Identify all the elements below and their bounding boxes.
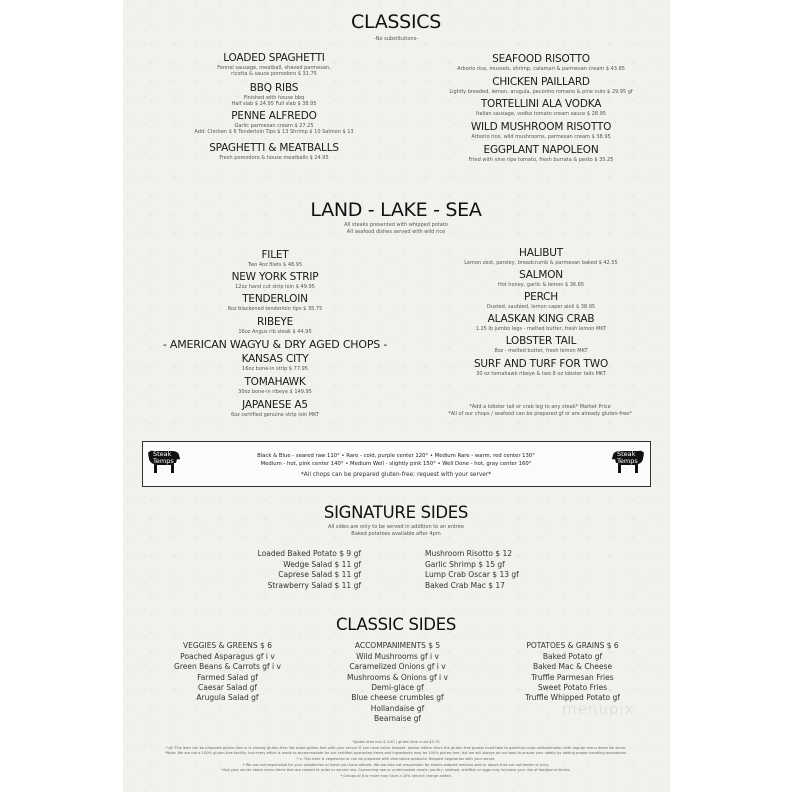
dish-description: Add: Chicken $ 6 Tenderloin Tips $ 13 Shrimp $ 10 Salmon $ 13 xyxy=(194,129,354,135)
footer-line: * v: This item is vegetarian or can be prepared with alternative products. Request vegetarian with your server. xyxy=(296,757,496,761)
dish-name: LOADED SPAGHETTI xyxy=(223,52,325,64)
dish-name: RIBEYE xyxy=(256,316,294,328)
dish-description: Arborio rice, wild mushrooms, parmesan cream $ 38.95 xyxy=(471,134,611,140)
steak-temps-sign-left xyxy=(153,451,174,465)
footer-line: * gf: This item can be prepared gluten-free or is already gluten-free. We avoid gluten-free with your server. If you have celiac disease, please inform them the gluten-free guests must take to potential cross-contamination with regular menu items we serve. xyxy=(165,746,627,750)
side-item: Farmed Salad gf xyxy=(197,672,258,682)
footer-line: * Groups of 8 or more may have a 20% service charge added. xyxy=(340,774,452,778)
footer-line: *Note: We are not a 100% gluten-free facility, but every effort is made to accommodate for our certified guarantee items and ingredients may be 100% gluten-free, but we will always do our best to ensure your safety by adding proper handling procedures. xyxy=(164,751,628,755)
dish-description: 30oz bone-in ribeye $ 149.95 xyxy=(238,389,312,395)
dish-name: KANSAS CITY xyxy=(241,353,309,365)
dish-name: TORTELLINI ALA VODKA xyxy=(480,98,602,110)
land-lake-sea-title: LAND - LAKE - SEA xyxy=(310,199,482,221)
dish-name: PENNE ALFREDO xyxy=(231,110,317,122)
dish-description: Half slab $ 24.95 Full slab $ 38.95 xyxy=(231,101,317,107)
dish-name: PERCH xyxy=(524,291,558,303)
side-item: Truffle Whipped Potato gf xyxy=(525,693,620,703)
menupix-watermark: menupix xyxy=(562,700,635,718)
side-item: Baked Mac & Cheese xyxy=(532,662,613,672)
dish-description: Lightly breaded, lemon, arugula, pecorino romano & pine nuts $ 29.95 gf xyxy=(449,89,633,95)
dish-description: 8oz - melted butter, fresh lemon MKT xyxy=(494,348,588,354)
steak-temps-sign-right xyxy=(617,451,638,465)
side-item: Demi-glace gf xyxy=(371,682,424,692)
temps-line-3: *All chops can be prepared gluten-free; request with your server* xyxy=(300,472,492,478)
dish-name: SPAGHETTI & MEATBALLS xyxy=(209,142,339,154)
footer-line: *Ask your server about menu items that are cooked to order or served raw. Consuming raw or undercooked meats, poultry, seafood, shellfish or eggs may increase your risk of foodborne illness. xyxy=(221,768,571,772)
side-item: Poached Asparagus gf i v xyxy=(180,652,275,661)
dish-description: 16oz Angus rib steak $ 44.95 xyxy=(238,329,312,335)
dish-description: Hot honey, garlic & lemon $ 36.65 xyxy=(497,282,585,288)
dish-name: SALMON xyxy=(519,269,563,281)
side-item: Mushroom Risotto $ 12 xyxy=(425,549,513,558)
dish-name: CHICKEN PAILLARD xyxy=(492,76,590,88)
dish-name: FILET xyxy=(261,249,289,261)
side-item: Arugula Salad gf xyxy=(196,693,259,703)
side-item: Baked Potato gf xyxy=(542,652,603,661)
dish-name: BBQ RIBS xyxy=(249,82,299,94)
side-item: Baked Crab Mac $ 17 xyxy=(425,580,505,590)
dish-description: Arborio rice, mussels, shrimp, calamari & parmesan cream $ 43.85 xyxy=(457,66,625,72)
side-item: Garlic Shrimp $ 15 gf xyxy=(425,559,505,569)
side-item: Strawberry Salad $ 11 gf xyxy=(267,580,361,590)
side-item: Wild Mushrooms gf i v xyxy=(356,652,439,661)
dish-name: TENDERLOIN xyxy=(242,293,308,305)
signature-note-2: Baked potatoes available after 4pm xyxy=(351,531,441,537)
dish-description: Finished with house bbq xyxy=(243,95,305,101)
addon-note: *Add a lobster tail or crab leg to any steak* Market Price xyxy=(469,404,611,410)
dish-description: Fried with vine ripe tomato, fresh burrata & pesto $ 35.25 xyxy=(468,157,614,163)
dish-description: 6oz certified genuine strip loin MKT xyxy=(230,412,320,418)
side-item: Bearnaise gf xyxy=(373,713,422,723)
dish-description: Lemon zest, parsley, breadcrumb & parmesan baked $ 42.55 xyxy=(464,260,618,266)
side-item: Caramelized Onions gf i v xyxy=(349,662,446,672)
side-item: Mushrooms & Onions gf i v xyxy=(347,672,448,682)
side-item: Sweet Potato Fries xyxy=(537,682,608,692)
dish-name: JAPANESE A5 xyxy=(242,399,308,411)
dish-description: 30 oz tomahawk ribeye & two 8 oz lobster tails MKT xyxy=(476,371,606,377)
dish-name: LOBSTER TAIL xyxy=(505,335,577,347)
classic-sides-title: CLASSIC SIDES xyxy=(335,615,456,634)
wagyu-header: - AMERICAN WAGYU & DRY AGED CHOPS - xyxy=(162,338,388,351)
temps-line-2: Medium - hot, pink center 140° • Medium Well - slightly pink 150° • Well Done - hot, gray center 160° xyxy=(260,461,532,467)
sign-line-2: Temps xyxy=(153,457,174,465)
signature-note-1: All sides are only to be served in addition to an entrée xyxy=(328,524,464,530)
steaks-note: All steaks presented with whipped potato xyxy=(344,222,448,228)
sign-line-1: Steak xyxy=(617,450,636,458)
footer-line: * We are not responsible for your satisfaction of items you have altered. We are also not responsible for steaks ordered medium-well or above that are not tender or juicy. xyxy=(242,763,550,767)
dish-name: TOMAHAWK xyxy=(244,376,306,388)
dish-description: 1.25 lb jumbo legs - melted butter, fresh lemon MKT xyxy=(475,326,607,332)
dish-description: Fresh pomodoro & house meatballs $ 24.95 xyxy=(219,155,329,161)
column-header: VEGGIES & GREENS $ 6 xyxy=(182,641,272,650)
dish-name: ALASKAN KING CRAB xyxy=(487,313,595,325)
dish-name: SEAFOOD RISOTTO xyxy=(492,53,590,65)
side-item: Caesar Salad gf xyxy=(197,682,257,692)
dish-description: Two 4oz filets $ 48.95 xyxy=(247,262,303,268)
dish-description: Dusted, sautéed, lemon caper aioli $ 38.95 xyxy=(486,304,596,310)
dish-name: EGGPLANT NAPOLEON xyxy=(483,144,599,156)
dish-description: 8oz blackened tenderloin tips $ 35.75 xyxy=(227,306,323,312)
side-item: Hollandaise gf xyxy=(370,703,425,713)
dish-name: SURF AND TURF FOR TWO xyxy=(473,358,609,370)
column-header: POTATOES & GRAINS $ 6 xyxy=(526,641,619,650)
side-item: Truffle Parmesan Fries xyxy=(531,672,614,682)
side-item: Green Beans & Carrots gf i v xyxy=(174,662,281,672)
dish-description: Garlic parmesan cream $ 27.25 xyxy=(234,123,314,129)
dish-description: 16oz bone-in strip $ 77.95 xyxy=(242,366,308,372)
dish-description: Fennel sausage, meatball, shaved parmesan, xyxy=(217,65,331,71)
classics-title: CLASSICS xyxy=(351,11,441,33)
dish-description: ricotta & sauce pomodoro $ 31.75 xyxy=(231,71,317,77)
sign-line-1: Steak xyxy=(153,450,172,458)
side-item: Lump Crab Oscar $ 13 gf xyxy=(425,570,519,579)
seafood-note: All seafood dishes served with wild rice xyxy=(346,229,446,235)
dish-name: WILD MUSHROOM RISOTTO xyxy=(470,121,612,133)
side-item: Wedge Salad $ 11 gf xyxy=(283,559,361,569)
classics-note: -No substitutions- xyxy=(373,36,419,42)
temps-line-1: Black & Blue - seared raw 110° • Rare - cold, purple center 120° • Medium Rare - warm, red center 130° xyxy=(257,453,535,459)
dish-description: 12oz hand cut strip loin $ 49.95 xyxy=(235,284,315,290)
side-item: Loaded Baked Potato $ 9 gf xyxy=(257,549,361,558)
sign-line-2: Temps xyxy=(617,457,638,465)
gluten-free-note: *All of our chops / seafood can be prepared gf or are already gluten-free* xyxy=(448,411,632,417)
dish-name: NEW YORK STRIP xyxy=(231,271,319,283)
side-item: Blue cheese crumbles gf xyxy=(351,693,444,703)
column-header: ACCOMPANIMENTS $ 5 xyxy=(354,641,441,650)
footer-line: *gluten-free bun $ 3.00 | gluten-free crust $4.75 xyxy=(352,740,440,744)
dish-description: Italian sausage, vodka tomato cream sauce $ 28.95 xyxy=(476,111,606,117)
signature-sides-title: SIGNATURE SIDES xyxy=(323,503,469,522)
dish-name: HALIBUT xyxy=(519,247,563,259)
side-item: Caprese Salad $ 11 gf xyxy=(278,570,361,579)
